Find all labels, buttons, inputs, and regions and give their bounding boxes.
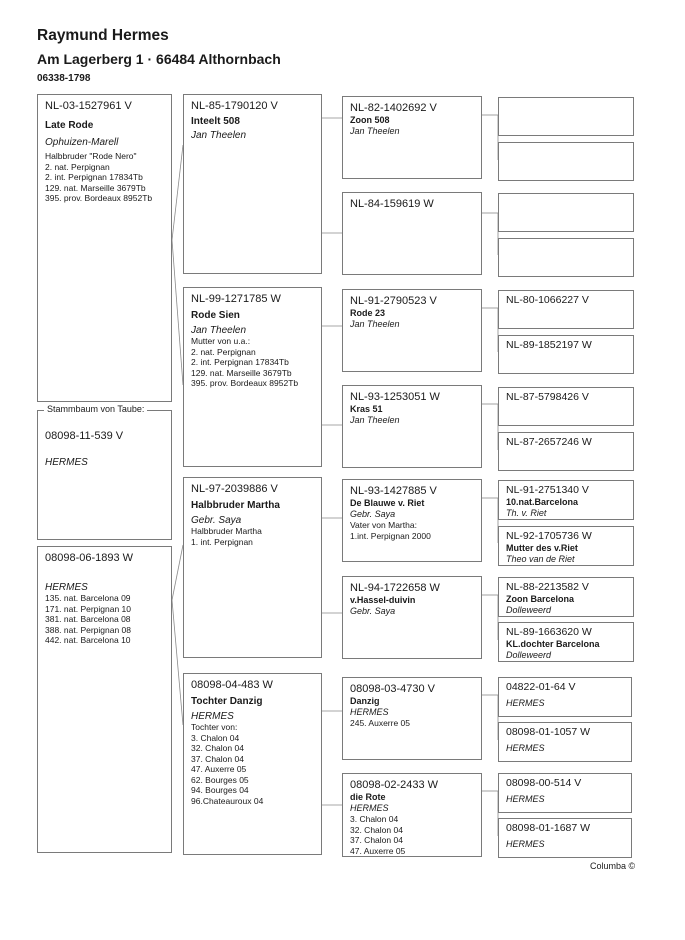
note-line: 2. nat. Perpignan — [191, 346, 256, 357]
breeder-name: Dolleweerd — [506, 650, 552, 660]
ring-number: NL-89-1852197 W — [506, 339, 592, 351]
note-line: Mutter von u.a.: — [191, 336, 251, 346]
gen3-box — [342, 385, 482, 468]
gen3-box — [342, 289, 482, 372]
pigeon-name: Mutter des v.Riet — [506, 543, 578, 553]
note-line: 1. int. Perpignan — [191, 536, 253, 547]
gen2-box — [183, 94, 322, 274]
gen4-box — [498, 335, 634, 374]
note-line: 2. int. Perpignan 17834Tb — [191, 357, 289, 367]
ring-number: NL-89-1663620 W — [506, 626, 592, 638]
note-line: 2. nat. Perpignan — [45, 161, 110, 172]
ring-number: 08098-02-2433 W — [350, 779, 439, 791]
gen4-box — [498, 818, 632, 858]
gen4-box — [498, 722, 632, 762]
pigeon-name: Kras 51 — [350, 404, 383, 414]
breeder-name: Jan Theelen — [350, 415, 400, 425]
note-line: 3. Chalon 04 — [191, 732, 240, 743]
breeder-name: Ophuizen-Marell — [45, 137, 119, 148]
gen3-box — [342, 773, 482, 857]
note-line: 381. nat. Barcelona 08 — [45, 614, 131, 624]
ring-number: NL-93-1427885 V — [350, 485, 437, 497]
ring-number: NL-87-2657246 W — [506, 436, 592, 448]
ring-number: NL-99-1271785 W — [191, 293, 281, 305]
note-line: 3. Chalon 04 — [350, 814, 399, 824]
ring-number: NL-87-5798426 V — [506, 391, 589, 403]
ring-number: NL-88-2213582 V — [506, 581, 589, 593]
note-line: 47. Auxerre 05 — [191, 764, 247, 774]
ring-number: NL-03-1527961 V — [45, 100, 132, 112]
ring-number: NL-91-2751340 V — [506, 484, 589, 496]
note-line: Vater von Martha: — [350, 520, 417, 530]
gen2-box — [183, 287, 322, 467]
pedigree-sire-box — [37, 94, 172, 402]
note-line: 62. Bourges 05 — [191, 774, 249, 785]
breeder-name: HERMES — [350, 707, 389, 717]
ring-number: 08098-06-1893 W — [45, 552, 134, 564]
note-line: 135. nat. Barcelona 09 — [45, 593, 131, 603]
ring-number: 08098-01-1057 W — [506, 726, 591, 738]
gen2-box — [183, 477, 322, 658]
note-line: 37. Chalon 04 — [191, 753, 244, 764]
ring-number: 08098-04-483 W — [191, 679, 273, 691]
note-line: 1.int. Perpignan 2000 — [350, 530, 431, 541]
note-line: 395. prov. Bordeaux 8952Tb — [191, 378, 299, 388]
owner-phone: 06338-1798 — [37, 73, 91, 84]
gen3-box — [342, 576, 482, 659]
gen4-box — [498, 142, 634, 181]
note-line: 32. Chalon 04 — [350, 824, 403, 835]
breeder-name: Dolleweerd — [506, 605, 552, 615]
breeder-name: Jan Theelen — [191, 325, 247, 336]
ring-number: 08098-00-514 V — [506, 777, 582, 789]
gen4-box — [498, 480, 634, 520]
ring-number: 08098-03-4730 V — [350, 683, 436, 695]
gen4-box — [498, 577, 634, 617]
ring-number: NL-94-1722658 W — [350, 582, 440, 594]
gen2-box — [183, 673, 322, 855]
ring-number: NL-82-1402692 V — [350, 102, 437, 114]
breeder-name: Gebr. Saya — [191, 515, 242, 526]
gen3-box — [342, 96, 482, 179]
pigeon-name: Late Rode — [45, 120, 94, 131]
pigeon-name: De Blauwe v. Riet — [350, 498, 425, 508]
note-line: 2. int. Perpignan 17834Tb — [45, 172, 143, 182]
owner-address: Am Lagerberg 1 · 66484 Althornbach — [37, 51, 281, 67]
breeder-name: HERMES — [45, 582, 88, 593]
ring-number: NL-80-1066227 V — [506, 294, 589, 306]
gen4-box — [498, 97, 634, 136]
note-line: Halbbruder "Rode Nero" — [45, 151, 137, 161]
ring-number: NL-85-1790120 V — [191, 100, 278, 112]
breeder-name: HERMES — [45, 457, 88, 468]
gen4-box — [498, 432, 634, 471]
note-line: 129. nat. Marseille 3679Tb — [191, 367, 292, 378]
breeder-name: Jan Theelen — [350, 126, 400, 136]
gen4-box — [498, 677, 632, 717]
pigeon-name: Zoon Barcelona — [506, 594, 575, 604]
note-line: 96.Chateauroux 04 — [191, 795, 264, 806]
gen4-box — [498, 773, 632, 813]
breeder-name: Jan Theelen — [191, 130, 247, 141]
ring-number: NL-93-1253051 W — [350, 391, 440, 403]
pigeon-name: Tochter Danzig — [191, 696, 263, 707]
breeder-name: HERMES — [506, 794, 545, 804]
gen3-box — [342, 677, 482, 760]
pigeon-name: 10.nat.Barcelona — [506, 497, 579, 507]
breeder-name: Gebr. Saya — [350, 606, 396, 616]
ring-number: NL-92-1705736 W — [506, 530, 592, 542]
pigeon-name: Rode 23 — [350, 308, 386, 318]
pigeon-name: Danzig — [350, 696, 380, 706]
note-line: Halbbruder Martha — [191, 526, 262, 536]
breeder-name: HERMES — [506, 743, 545, 753]
pigeon-name: Halbbruder Martha — [191, 500, 280, 511]
breeder-name: HERMES — [506, 698, 545, 708]
pigeon-name: die Rote — [350, 792, 386, 802]
pigeon-name: Zoon 508 — [350, 115, 390, 125]
gen4-box — [498, 387, 634, 426]
ring-number: 08098-11-539 V — [45, 430, 124, 442]
ring-number: 08098-01-1687 W — [506, 822, 591, 834]
note-line: 129. nat. Marseille 3679Tb — [45, 182, 146, 193]
gen3-box — [342, 192, 482, 275]
note-line: 442. nat. Barcelona 10 — [45, 635, 131, 645]
pigeon-name: v.Hassel-duivin — [350, 595, 416, 605]
note-line: 395. prov. Bordeaux 8952Tb — [45, 193, 153, 203]
note-line: 47. Auxerre 05 — [350, 845, 406, 856]
gen4-box — [498, 622, 634, 662]
note-line: 171. nat. Perpignan 10 — [45, 603, 132, 614]
breeder-name: Jan Theelen — [350, 319, 400, 329]
owner-name: Raymund Hermes — [37, 27, 169, 44]
ring-number: NL-91-2790523 V — [350, 295, 437, 307]
pigeon-name: Inteelt 508 — [191, 116, 240, 127]
subject-dam-box — [37, 546, 172, 853]
breeder-name: Theo van de Riet — [506, 554, 575, 564]
pigeon-name: KL.dochter Barcelona — [506, 639, 600, 649]
breeder-name: HERMES — [350, 803, 389, 813]
breeder-name: Gebr. Saya — [350, 509, 396, 519]
gen4-box — [498, 526, 634, 566]
note-line: 388. nat. Perpignan 08 — [45, 624, 132, 635]
ring-number: 04822-01-64 V — [506, 681, 576, 693]
note-line: Tochter von: — [191, 722, 238, 732]
note-line: 37. Chalon 04 — [350, 835, 403, 845]
ring-number: NL-97-2039886 V — [191, 483, 278, 495]
ring-number: NL-84-159619 W — [350, 198, 434, 210]
note-line: 32. Chalon 04 — [191, 743, 244, 753]
gen4-box — [498, 193, 634, 232]
software-credit: Columba © — [590, 861, 636, 871]
breeder-name: HERMES — [506, 839, 545, 849]
pigeon-name: Rode Sien — [191, 310, 240, 321]
pedigree-caption: Stammbaum von Taube: — [44, 404, 147, 414]
gen4-box — [498, 238, 634, 277]
note-line: 245. Auxerre 05 — [350, 718, 411, 728]
note-line: 94. Bourges 04 — [191, 785, 249, 795]
breeder-name: Th. v. Riet — [506, 508, 547, 518]
subject-sire-box — [37, 410, 172, 540]
gen3-box — [342, 479, 482, 562]
gen4-box — [498, 290, 634, 329]
breeder-name: HERMES — [191, 711, 234, 722]
